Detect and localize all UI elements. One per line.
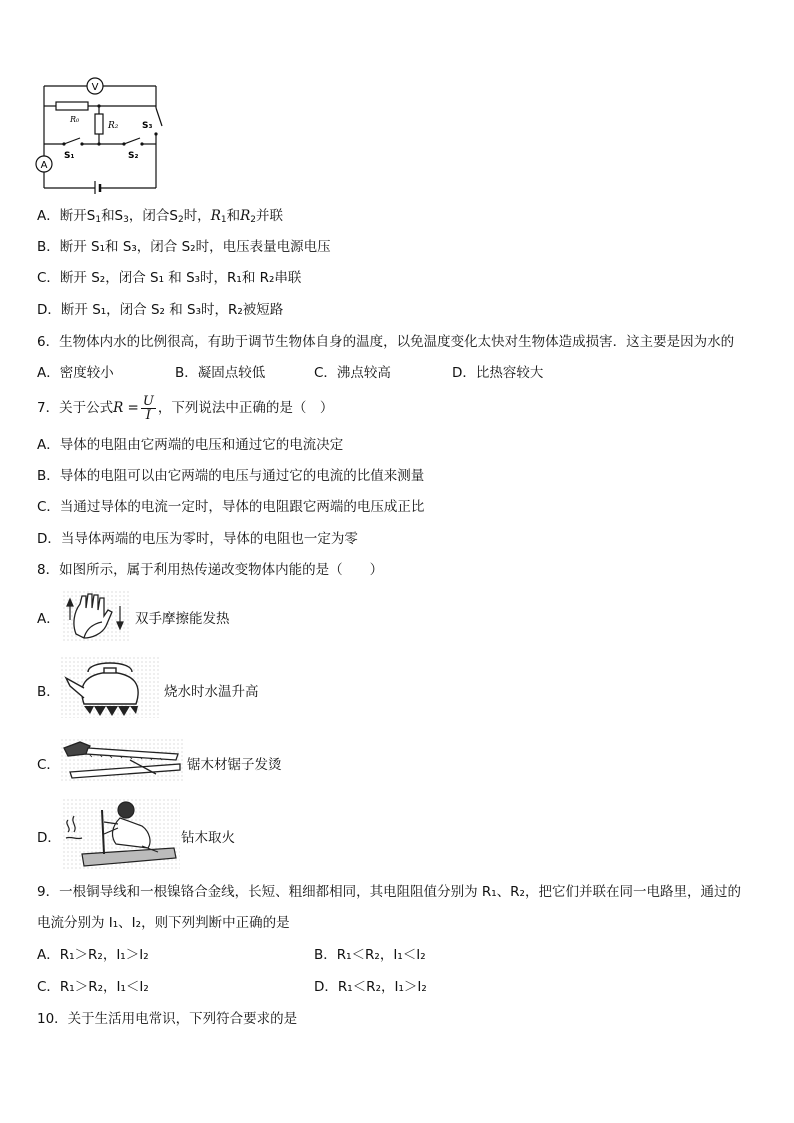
q9-options-row1 <box>37 945 757 965</box>
q8-option-d-caption: 钻木取火 <box>181 830 235 846</box>
q9-option-d: D．R₁＜R₂，I₁＞I₂ <box>314 979 427 995</box>
q9-option-c: C．R₁＞R₂，I₁＜I₂ <box>37 979 149 995</box>
q5-option-c: C．断开 S₂，闭合 S₁ 和 S₃时，R₁和 R₂串联 <box>37 270 302 286</box>
q8-option-c-caption: 锯木材锯子发烫 <box>187 757 282 773</box>
voltmeter-label: V <box>91 82 99 93</box>
s3-label: S₃ <box>142 121 153 131</box>
q7-option-b: B．导体的电阻可以由它两端的电压与通过它的电流的比值来测量 <box>37 468 425 484</box>
q10-stem: 10．关于生活用电常识，下列符合要求的是 <box>37 1011 298 1027</box>
q8-stem: 8．如图所示，属于利用热传递改变物体内能的是（ ） <box>37 562 384 578</box>
q9-options-row2 <box>37 977 757 997</box>
q6-option-d: D．比热容较大 <box>452 365 544 381</box>
r2-label: R₂ <box>108 121 119 131</box>
q6-option-a: A．密度较小 <box>37 365 114 381</box>
q9-stem-line1: 9．一根铜导线和一根镍铬合金线，长短、粗细都相同，其电阻阻值分别为 R₁、R₂，把它们并联在同一电路里，通过的 <box>37 884 741 900</box>
q5-option-b: B．断开 S₁和 S₃，闭合 S₂时，电压表量电源电压 <box>37 239 331 255</box>
q6-stem: 6．生物体内水的比例很高，有助于调节生物体自身的温度，以免温度变化太快对生物体造成损害．这主要是因为水的 <box>37 334 735 350</box>
formula-lhs: R = <box>113 400 139 416</box>
q5-option-a: A．断开$S_1$和$S_3$，闭合$S_2$时，$R_1$和$R_2$并联 <box>37 208 283 225</box>
q5-option-d: D．断开 S₁，闭合 S₂ 和 S₃时，R₂被短路 <box>37 302 284 318</box>
q6-option-c: C．沸点较高 <box>314 365 391 381</box>
s1-label: S₁ <box>64 151 75 161</box>
circuit-diagram <box>34 76 164 194</box>
wood-drilling-picture <box>62 798 180 870</box>
q8-option-d-letter: D． <box>37 830 61 846</box>
q8-option-c-letter: C． <box>37 757 60 773</box>
q9-stem-line2: 电流分别为 I₁、I₂，则下列判断中正确的是 <box>37 915 290 931</box>
q6-option-b: B．凝固点较低 <box>175 365 266 381</box>
q8-option-b-caption: 烧水时水温升高 <box>164 684 259 700</box>
saw-picture <box>60 738 184 782</box>
q8-option-a-caption: 双手摩擦能发热 <box>135 611 230 627</box>
r0-label: R₀ <box>70 115 80 124</box>
kettle-picture <box>60 656 160 718</box>
q8-option-a-letter: A． <box>37 611 60 627</box>
formula-fraction: $\frac{U}{I}$ <box>142 393 154 423</box>
q9-option-b: B．R₁＜R₂，I₁＜I₂ <box>314 947 426 963</box>
q7-stem: 7．关于公式R = $\frac{U}{I}$ ，下列说法中正确的是（ ） <box>37 393 334 423</box>
ammeter-label: A <box>40 160 48 171</box>
s2-label: S₂ <box>128 151 139 161</box>
q9-option-a: A．R₁＞R₂，I₁＞I₂ <box>37 947 149 963</box>
q7-option-a: A．导体的电阻由它两端的电压和通过它的电流决定 <box>37 437 344 453</box>
hands-rubbing-picture <box>62 590 130 642</box>
q7-option-c: C．当通过导体的电流一定时，导体的电阻跟它两端的电压成正比 <box>37 499 425 515</box>
q6-options <box>37 363 757 383</box>
q8-option-b-letter: B． <box>37 684 60 700</box>
q7-option-d: D．当导体两端的电压为零时，导体的电阻也一定为零 <box>37 531 358 547</box>
